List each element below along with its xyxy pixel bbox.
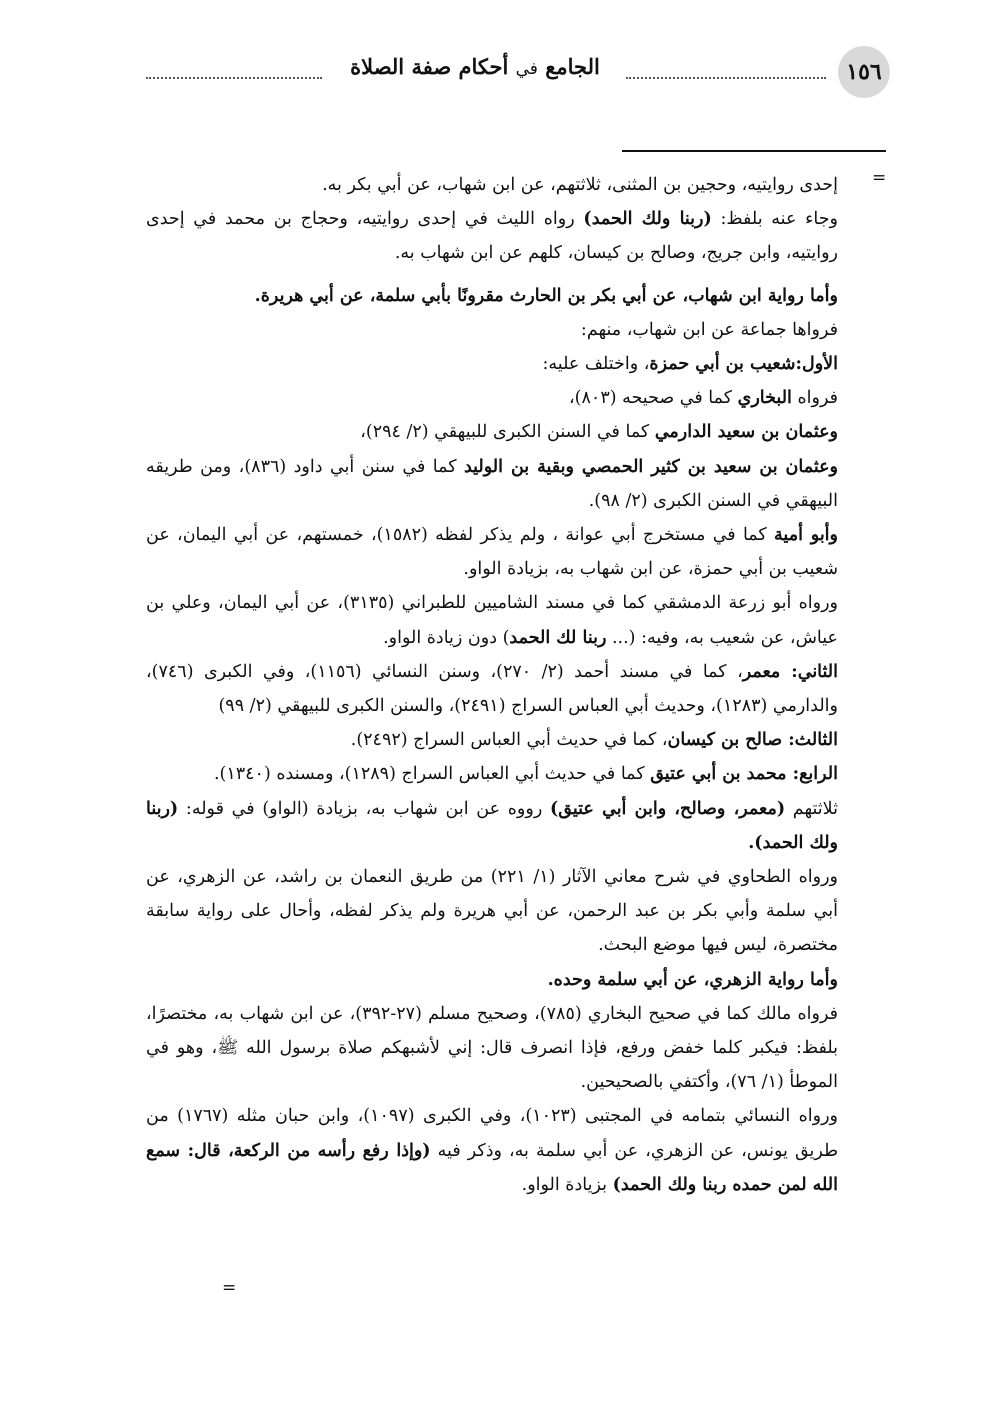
text-segment: رواه الليث في إحدى روايتيه، وحجاج بن محمد في إحدى روايتيه، وابن جريج، وصالح بن كيسان، كلهم عن ابن شهاب به. <box>146 209 838 264</box>
text-segment: كما في صحيحه (٨٠٣)، <box>569 388 738 409</box>
footnote-paragraph <box>146 757 838 791</box>
footnote-paragraph <box>146 997 838 1100</box>
bold-text-segment: (وإذا رفع رأسه من الركعة، قال: سمع الله لمن حمده ربنا ولك الحمد) <box>146 1140 838 1195</box>
footnote-paragraph <box>146 860 838 963</box>
footnote-paragraph <box>146 202 838 270</box>
bold-text-segment: الأول:شعيب بن أبي حمزة <box>649 354 838 375</box>
bold-text-segment: وعثمان بن سعيد بن كثير الحمصي وبقية بن الوليد <box>463 456 839 477</box>
bold-text-segment: ربنا لك الحمد <box>509 627 607 648</box>
running-title-rest: أحكام صفة الصلاة <box>350 54 509 79</box>
bold-text-segment: وعثمان بن سعيد الدارمي <box>654 422 838 443</box>
text-segment: ، واختلف عليه: <box>542 354 650 375</box>
text-segment: ورواه أبو زرعة الدمشقي كما في مسند الشاميين للطبراني (٣١٣٥)، عن أبي اليمان، وعلي بن عياش، عن شعيب به، وفيه: (... <box>146 593 838 648</box>
footnote-paragraph <box>146 792 838 860</box>
text-segment: بزيادة الواو. <box>521 1174 613 1195</box>
footnote-continues-mark: = <box>222 1278 237 1298</box>
page-number-badge: ١٥٦ <box>838 46 890 98</box>
running-title-connector: في <box>515 59 538 79</box>
footnote-paragraph <box>146 963 838 997</box>
running-title <box>330 54 620 79</box>
running-title-main: الجامع <box>545 54 600 79</box>
bold-text-segment: (ربنا ولك الحمد). <box>146 798 838 853</box>
text-segment: ، كما في حديث أبي العباس السراج (٢٤٩٢). <box>350 730 668 751</box>
text-segment: إحدى روايتيه، وحجين بن المثنى، ثلاثتهم، عن ابن شهاب، عن أبي بكر به. <box>322 175 838 195</box>
bold-text-segment: الثالث: صالح بن كيسان <box>667 730 838 751</box>
footnote-paragraph <box>146 450 838 518</box>
text-segment: كما في مستخرج أبي عوانة ، ولم يذكر لفظه (١٥٨٢)، خمستهم، عن أبي اليمان، عن شعيب بن أبي حمزة، عن ابن شهاب به، بزيادة الواو. <box>146 525 838 580</box>
footnote-paragraph <box>146 415 838 449</box>
text-segment: ثلاثتهم <box>785 798 838 819</box>
text-segment: فرواه <box>791 388 838 409</box>
footnote-paragraph <box>146 586 838 654</box>
text-segment: ) دون زيادة الواو. <box>383 627 510 648</box>
bold-text-segment: البخاري <box>737 388 792 409</box>
footnote-paragraph <box>146 1099 838 1202</box>
bold-text-segment: (معمر، وصالح، وابن أبي عتيق) <box>549 798 786 819</box>
footnote-body <box>146 168 838 1202</box>
text-segment: ورواه الطحاوي في شرح معاني الآثار (١/ ٢٢١) من طريق النعمان بن راشد، عن الزهري، عن أبي سلمة وأبي بكر بن عبد الرحمن، عن أبي هريرة ولم يذكر لفظه، وأحال على رواية سابقة مختصرة، ليس فيها موضع البحث. <box>146 867 838 956</box>
header-dotted-leader-right <box>626 77 826 79</box>
text-segment: ، كما في مسند أحمد (٢/ ٢٧٠)، وسنن النسائي (١١٥٦)، وفي الكبرى (٧٤٦)، والدارمي (١٢٨٣)، وحديث أبي العباس السراج (٢٤٩١)، والسنن الكبرى للبيهقي (٢/ ٩٩) <box>146 661 838 717</box>
footnote-paragraph <box>146 279 838 313</box>
text-segment: كما في سنن أبي داود (٨٣٦)، ومن طريقه البيهقي في السنن الكبرى (٢/ ٩٨). <box>146 456 838 511</box>
footnote-paragraph <box>146 518 838 586</box>
text-segment: كما في السنن الكبرى للبيهقي (٢/ ٢٩٤)، <box>360 422 655 443</box>
text-segment: وجاء عنه بلفظ: <box>711 209 838 230</box>
text-segment: ورواه النسائي بتمامه في المجتبى (١٠٢٣)، وفي الكبرى (١٠٩٧)، وابن حبان مثله (١٧٦٧) من طريق يونس، عن الزهري، عن أبي سلمة به، وذكر فيه <box>146 1106 839 1161</box>
header-dotted-leader-left <box>146 77 322 79</box>
footnote-paragraph <box>146 655 838 723</box>
text-segment: فرواه مالك كما في صحيح البخاري (٧٨٥)، وصحيح مسلم (٢٧-٣٩٢)، عن ابن شهاب به، مختصرًا، بلفظ: فيكبر كلما خفض ورفع، فإذا انصرف قال: إني لأشبهكم صلاة برسول الله ﷺ، وهو في الموطأ (١/ ٧٦)، وأكتفي بالصحيحين. <box>146 1003 838 1093</box>
footnote-paragraph <box>146 313 838 347</box>
footnote-paragraph <box>146 168 838 202</box>
running-header <box>0 44 1004 100</box>
text-segment: كما في حديث أبي العباس السراج (١٢٨٩)، ومسنده (١٣٤٠). <box>213 764 651 785</box>
footnote-separator-rule <box>622 150 886 152</box>
bold-text-segment: الثاني: معمر <box>742 661 838 682</box>
bold-text-segment: الرابع: محمد بن أبي عتيق <box>650 764 838 785</box>
bold-text-segment: (ربنا ولك الحمد) <box>583 209 712 230</box>
footnote-paragraph <box>146 347 838 381</box>
footnote-paragraph <box>146 381 838 415</box>
footnote-continuation-mark: = <box>872 168 887 188</box>
bold-text-segment: وأما رواية ابن شهاب، عن أبي بكر بن الحارث مقرونًا بأبي سلمة، عن أبي هريرة. <box>254 285 838 306</box>
bold-text-segment: وأما رواية الزهري، عن أبي سلمة وحده. <box>547 969 838 990</box>
text-segment: فرواها جماعة عن ابن شهاب، منهم: <box>580 319 838 340</box>
footnote-paragraph <box>146 723 838 757</box>
text-segment: رووه عن ابن شهاب به، بزيادة (الواو) في قوله: <box>178 798 550 819</box>
bold-text-segment: وأبو أمية <box>774 525 838 546</box>
